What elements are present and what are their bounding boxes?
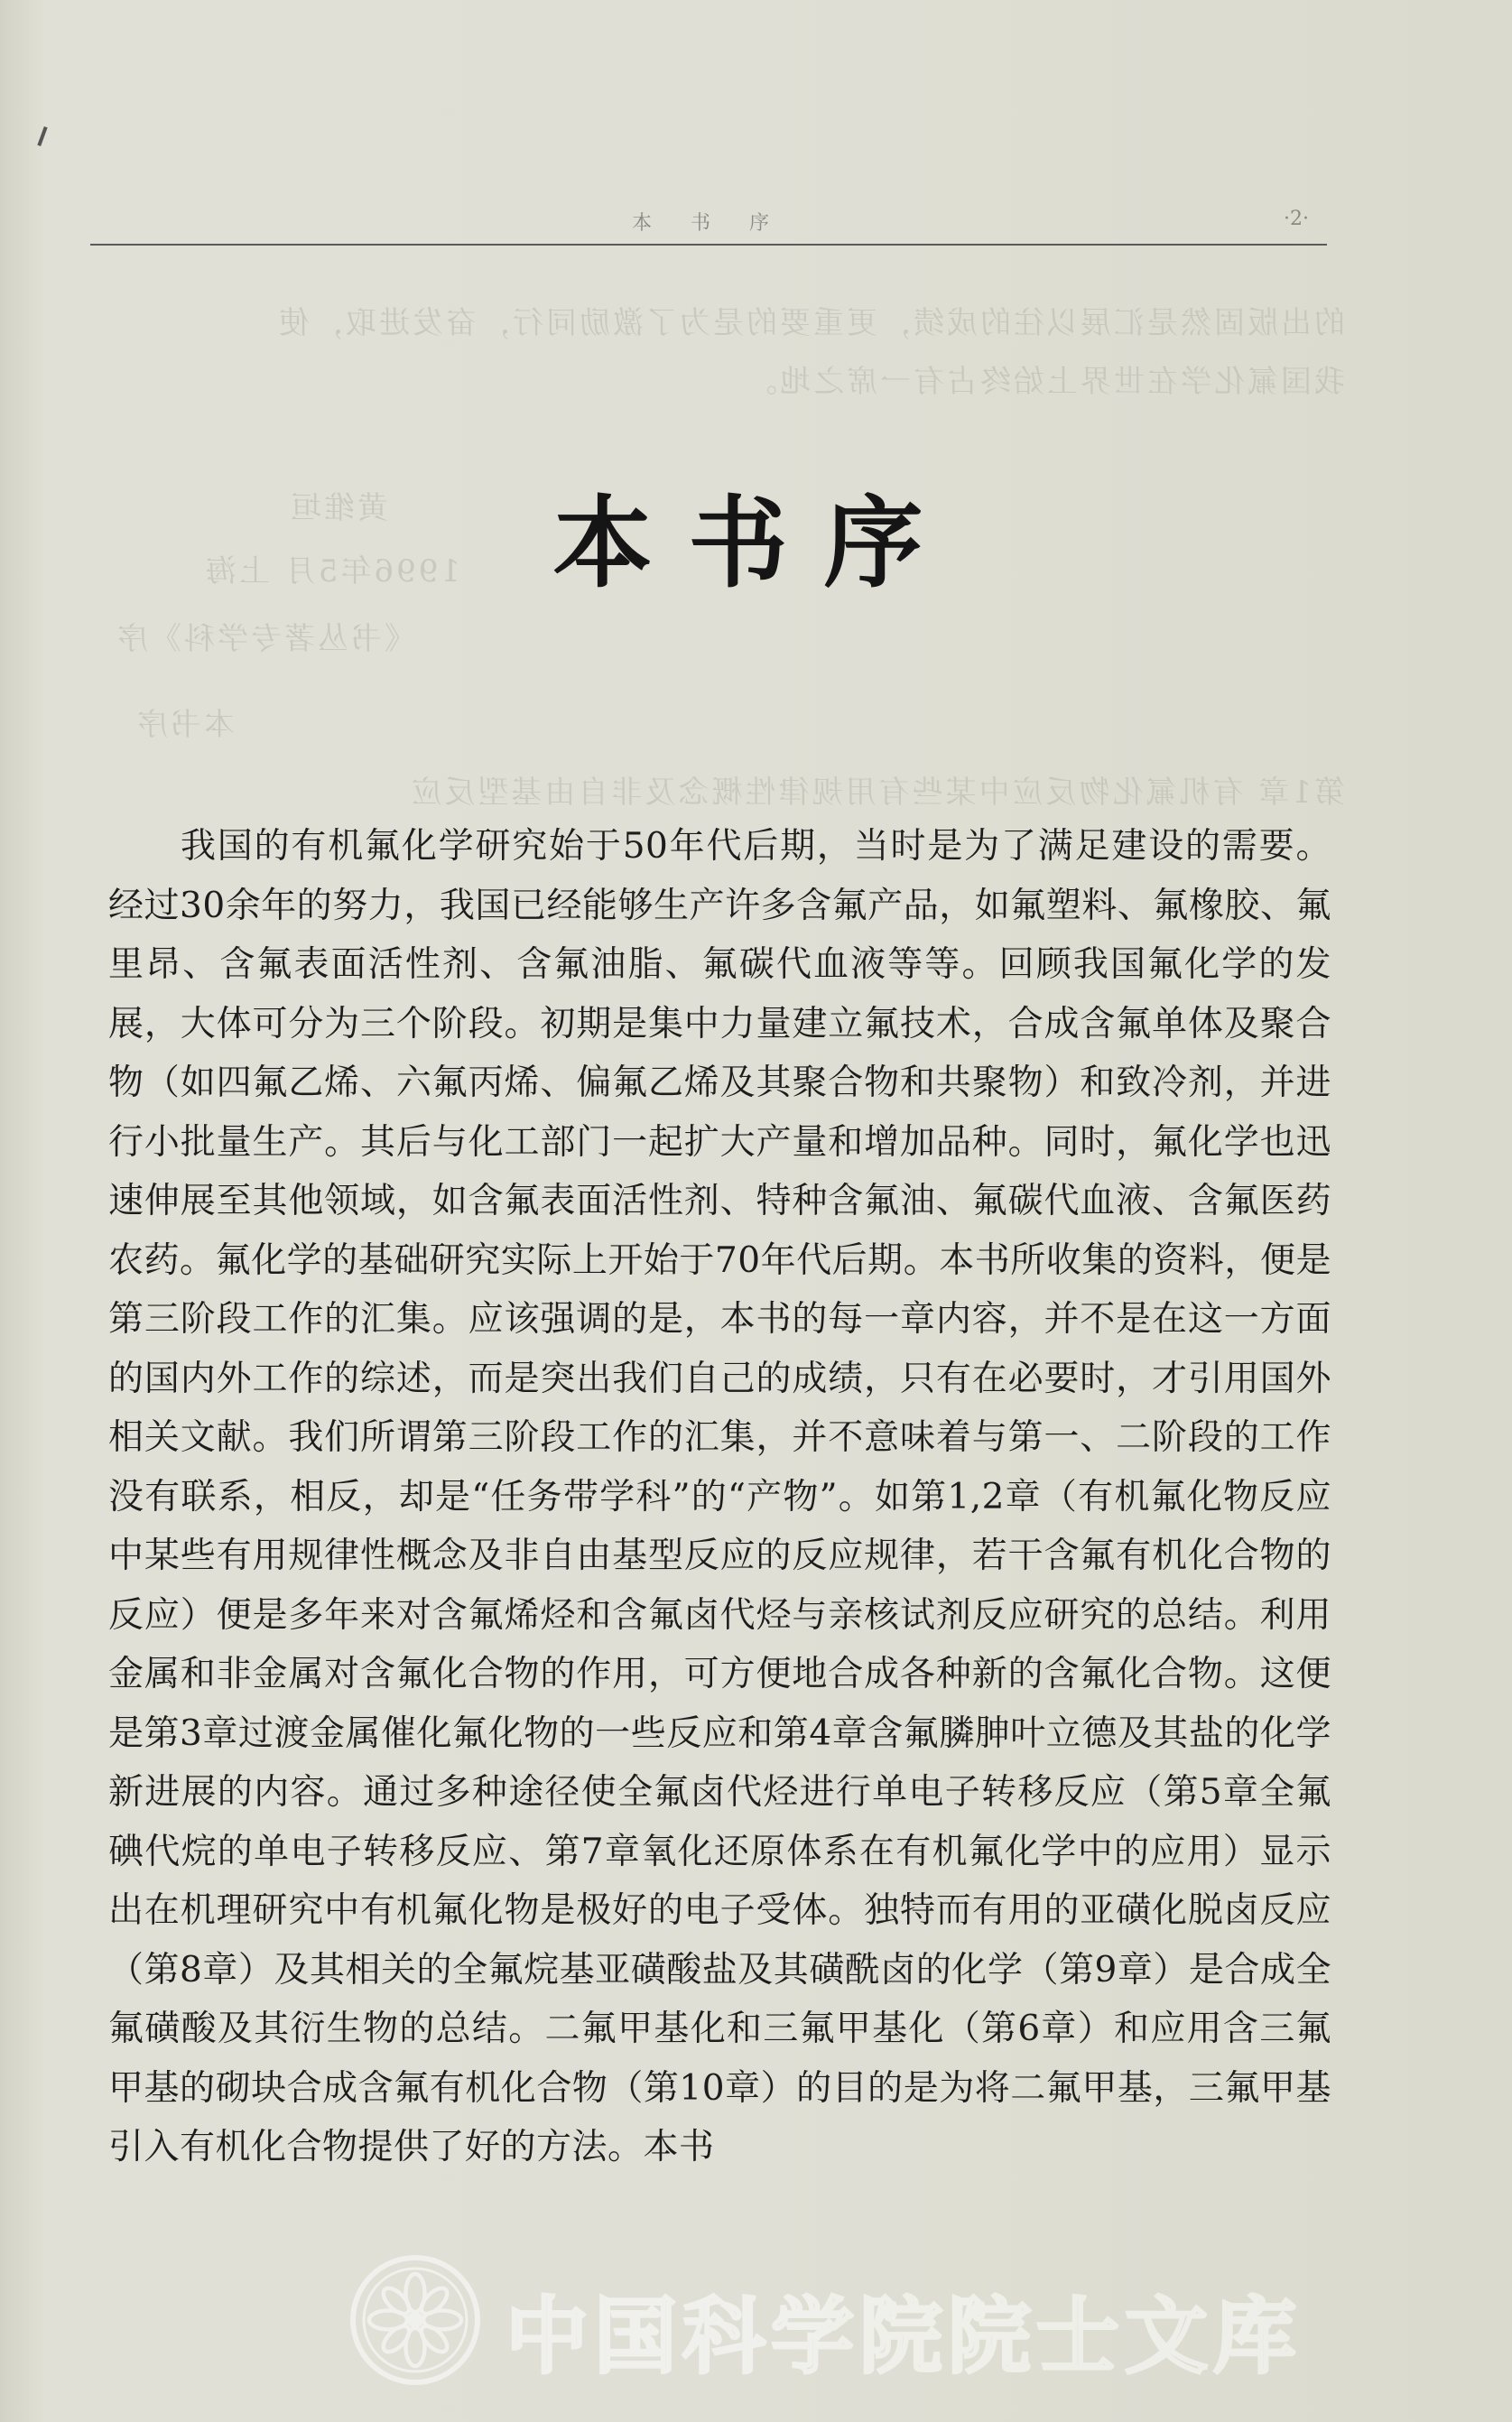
- body-paragraph: 我国的有机氟化学研究始于50年代后期，当时是为了满足建设的需要。经过30余年的努力，我国已经能够生产许多含氟产品，如氟塑料、氟橡胶、氟里昂、含氟表面活性剂、含氟油脂、氟碳代血液等等。回顾我国氟化学的发展，大体可分为三个阶段。初期是集中力量建立氟技术，合成含氟单体及聚合物（如四氟乙烯、六氟丙烯、偏氟乙烯及其聚合物和共聚物）和致冷剂，并进行小批量生产。其后与化工部门一起扩大产量和增加品种。同时，氟化学也迅速伸展至其他领域，如含氟表面活性剂、特种含氟油、氟碳代血液、含氟医药农药。氟化学的基础研究实际上开始于70年代后期。本书所收集的资料，便是第三阶段工作的汇集。应该强调的是，本书的每一章内容，并不是在这一方面的国内外工作的综述，而是突出我们自己的成绩，只有在必要时，才引用国外相关文献。我们所谓第三阶段工作的汇集，并不意味着与第一、二阶段的工作没有联系，相反，却是“任务带学科”的“产物”。如第1,2章（有机氟化物反应中某些有用规律性概念及非自由基型反应的反应规律，若干含氟有机化合物的反应）便是多年来对含氟烯烃和含氟卤代烃与亲核试剂反应研究的总结。利用金属和非金属对含氟化合物的作用，可方便地合成各种新的含氟化合物。这便是第3章过渡金属催化氟化物的一些反应和第4章含氟膦胂叶立德及其盐的化学新进展的内容。通过多种途径使全氟卤代烃进行单电子转移反应（第5章全氟碘代烷的单电子转移反应、第7章氧化还原体系在有机氟化学中的应用）显示出在机理研究中有机氟化物是极好的电子受体。独特而有用的亚磺化脱卤反应（第8章）及其相关的全氟烷基亚磺酸盐及其磺酰卤的化学（第9章）是合成全氟磺酸及其衍生物的总结。二氟甲基化和三氟甲基化（第6章）和应用含三氟甲基的砌块合成含氟有机化合物（第10章）的目的是为将二氟甲基，三氟甲基引入有机化合物提供了好的方法。本书: [108, 826, 1331, 2167]
- bleed-through-line: 的出版固然是汇展以往的成绩，更重要的是为了激励同行，奋发进取，使: [276, 305, 1345, 341]
- bleed-through-line: 第1章 有机氟化物反应中某些有用规律性概念及非自由基型反应: [408, 775, 1345, 811]
- bleed-through-line: 我国氟化学在世界上始终占有一席之地。: [744, 364, 1345, 400]
- bleed-through-line: 1996年5月 上海: [203, 553, 460, 589]
- running-title: 本 书 序: [632, 212, 785, 235]
- bleed-through-line: 本书序: [135, 707, 235, 743]
- chrysanthemum-emblem-icon: [348, 2252, 483, 2388]
- bleed-through-line: 《书丛著专学科》序: [115, 621, 415, 657]
- page-number: ·2·: [1284, 208, 1309, 230]
- margin-mark: [37, 126, 47, 146]
- running-header: [90, 208, 1327, 246]
- watermark-text: 中国科学院院士文库: [506, 2287, 1303, 2385]
- page-title: 本书序: [552, 485, 960, 601]
- library-watermark: [348, 2252, 1303, 2388]
- bleed-through-line: 黄维垣: [288, 490, 388, 526]
